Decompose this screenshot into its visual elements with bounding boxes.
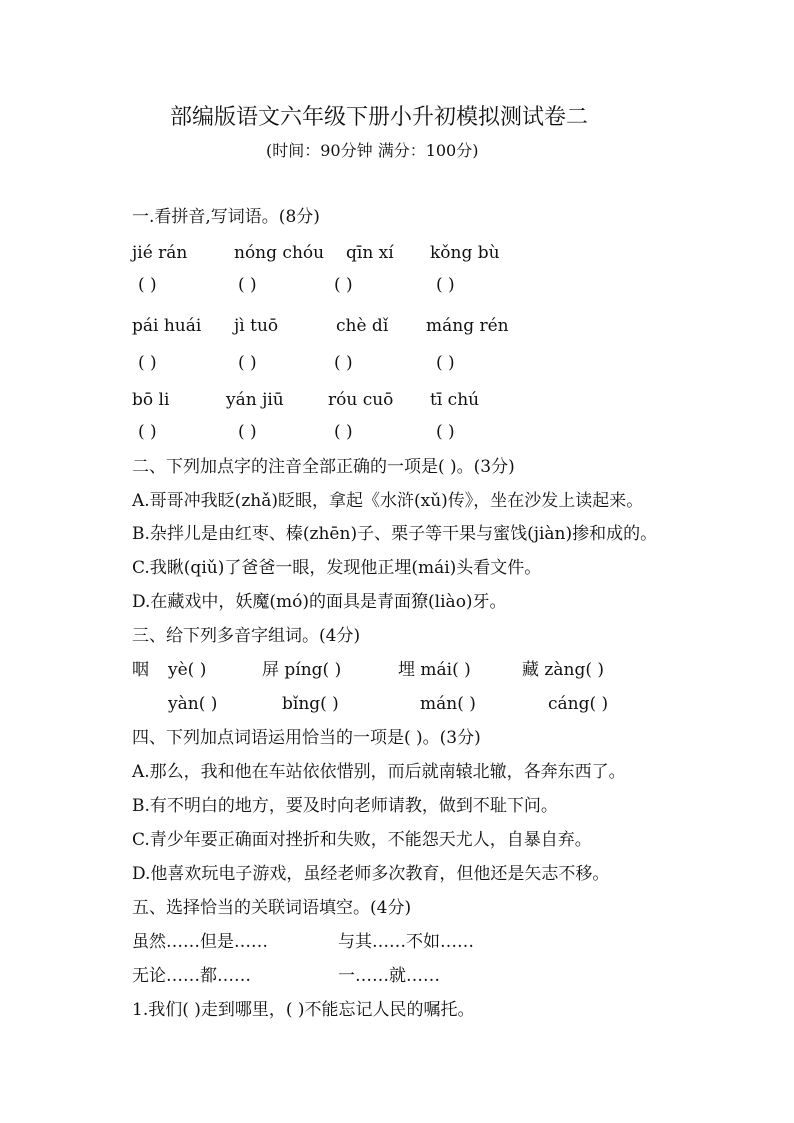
pinyin-1-2: nóng chóu [234,243,325,263]
section3-heading: 三、给下列多音字组词。(4分) [132,626,361,646]
section2-option-c: C.我瞅(qiǔ)了爸爸一眼，发现他正埋(mái)头看文件。 [132,558,542,578]
section4-option-c: C.青少年要正确面对挫折和失败，不能怨天尤人，自暴自弃。 [132,830,592,850]
conjunction-pair: 虽然……但是…… [132,932,268,952]
section2-option-b: B.杂拌儿是由红枣、榛(zhēn)子、栗子等干果与蜜饯(jiàn)掺和成的。 [132,524,658,544]
polyphone-item[interactable]: 藏 zàng( ) [522,660,604,680]
section1-heading: 一.看拼音,写词语。(8分) [132,207,320,227]
answer-blank[interactable]: ( ) [238,422,257,442]
conjunction-pair: 无论……都…… [132,966,251,986]
answer-blank[interactable]: ( ) [138,422,157,442]
answer-blank[interactable]: ( ) [334,422,353,442]
polyphone-char: 咽 [132,660,149,680]
section2-option-d: D.在藏戏中，妖魔(mó)的面具是青面獠(liào)牙。 [132,592,507,612]
polyphone-item[interactable]: mán( ) [420,694,476,714]
polyphone-item[interactable]: yè( ) [168,660,207,680]
pinyin-3-3: róu cuō [328,390,394,410]
pinyin-2-3: chè dǐ [336,316,389,336]
pinyin-1-3: qīn xí [346,243,394,263]
page-subtitle: (时间：90分钟 满分：100分) [266,141,479,160]
answer-blank[interactable]: ( ) [238,353,257,373]
section4-heading: 四、下列加点词语运用恰当的一项是( )。(3分) [132,728,481,748]
pinyin-3-4: tī chú [430,390,480,410]
polyphone-item[interactable]: bǐng( ) [282,694,339,714]
section4-option-d: D.他喜欢玩电子游戏，虽经老师多次教育，但他还是矢志不移。 [132,864,610,884]
pinyin-2-2: jì tuō [234,316,279,336]
answer-blank[interactable]: ( ) [334,275,353,295]
pinyin-3-2: yán jiū [226,390,284,410]
section2-heading: 二、下列加点字的注音全部正确的一项是( )。(3分) [132,457,515,477]
answer-blank[interactable]: ( ) [138,353,157,373]
section4-option-b: B.有不明白的地方，要及时向老师请教，做到不耻下问。 [132,796,558,816]
polyphone-item[interactable]: 屏 píng( ) [262,660,342,680]
answer-blank[interactable]: ( ) [436,422,455,442]
section2-option-a: A.哥哥冲我眨(zhǎ)眨眼，拿起《水浒(xǔ)传》，坐在沙发上读起来。 [132,491,644,511]
pinyin-2-1: pái huái [132,316,202,336]
page-title: 部编版语文六年级下册小升初模拟测试卷二 [170,105,589,130]
pinyin-1-1: jié rán [132,243,188,263]
answer-blank[interactable]: ( ) [138,275,157,295]
answer-blank[interactable]: ( ) [436,275,455,295]
polyphone-item[interactable]: yàn( ) [168,694,218,714]
conjunction-pair: 一……就…… [338,966,440,986]
answer-blank[interactable]: ( ) [436,353,455,373]
pinyin-3-1: bō li [132,390,170,410]
polyphone-item[interactable]: 埋 mái( ) [398,660,471,680]
section5-heading: 五、选择恰当的关联词语填空。(4分) [132,898,412,918]
answer-blank[interactable]: ( ) [334,353,353,373]
section5-question-1: 1.我们( )走到哪里，( )不能忘记人民的嘱托。 [132,1000,475,1020]
conjunction-pair: 与其……不如…… [338,932,474,952]
pinyin-1-4: kǒng bù [430,243,500,263]
section4-option-a: A.那么，我和他在车站依依惜别，而后就南辕北辙，各奔东西了。 [132,762,626,782]
pinyin-2-4: máng rén [426,316,509,336]
polyphone-item[interactable]: cáng( ) [548,694,609,714]
answer-blank[interactable]: ( ) [238,275,257,295]
